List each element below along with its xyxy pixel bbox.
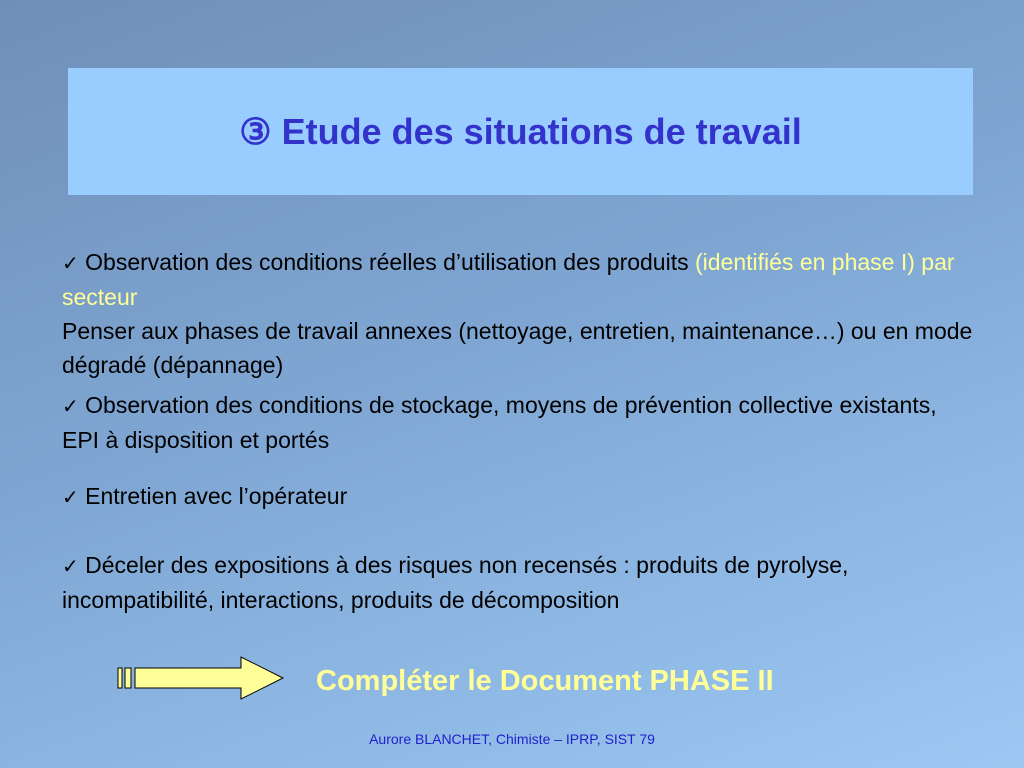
bullet-3-text: Entretien avec l’opérateur <box>85 483 348 509</box>
bullet-item-2 <box>62 388 977 457</box>
bullet-1-text: Observation des conditions réelles d’utilisation des produits <box>85 249 689 275</box>
bullet-2-text: Observation des conditions de stockage, moyens de prévention collective existants, EPI à disposition et portés <box>62 392 937 453</box>
bullet-1-continuation: Penser aux phases de travail annexes (nettoyage, entretien, maintenance…) ou en mode dégradé (dépannage) <box>62 318 973 378</box>
bullet-item-4 <box>62 548 977 617</box>
slide-title-text: Etude des situations de travail <box>281 110 802 152</box>
slide-title <box>239 111 801 153</box>
circled-number-three: ③ <box>239 110 272 152</box>
footer-credit: Aurore BLANCHET, Chimiste – IPRP, SIST 79 <box>369 731 655 747</box>
check-icon: ✓ <box>62 251 79 275</box>
bullet-item-1 <box>62 245 977 382</box>
bullet-item-3 <box>62 479 977 514</box>
bullet-list <box>62 245 977 617</box>
bullet-4-text: Déceler des expositions à des risques non recensés : produits de pyrolyse, incompatibilité, interactions, produits de décomposition <box>62 552 849 613</box>
check-icon: ✓ <box>62 394 79 418</box>
bullet-1-highlight: (identifiés en phase I) par secteur <box>62 249 955 310</box>
striped-right-arrow-icon <box>116 656 286 700</box>
call-to-action: Compléter le Document PHASE II <box>316 665 774 697</box>
title-box <box>68 68 973 195</box>
check-icon: ✓ <box>62 554 79 578</box>
check-icon: ✓ <box>62 485 79 509</box>
